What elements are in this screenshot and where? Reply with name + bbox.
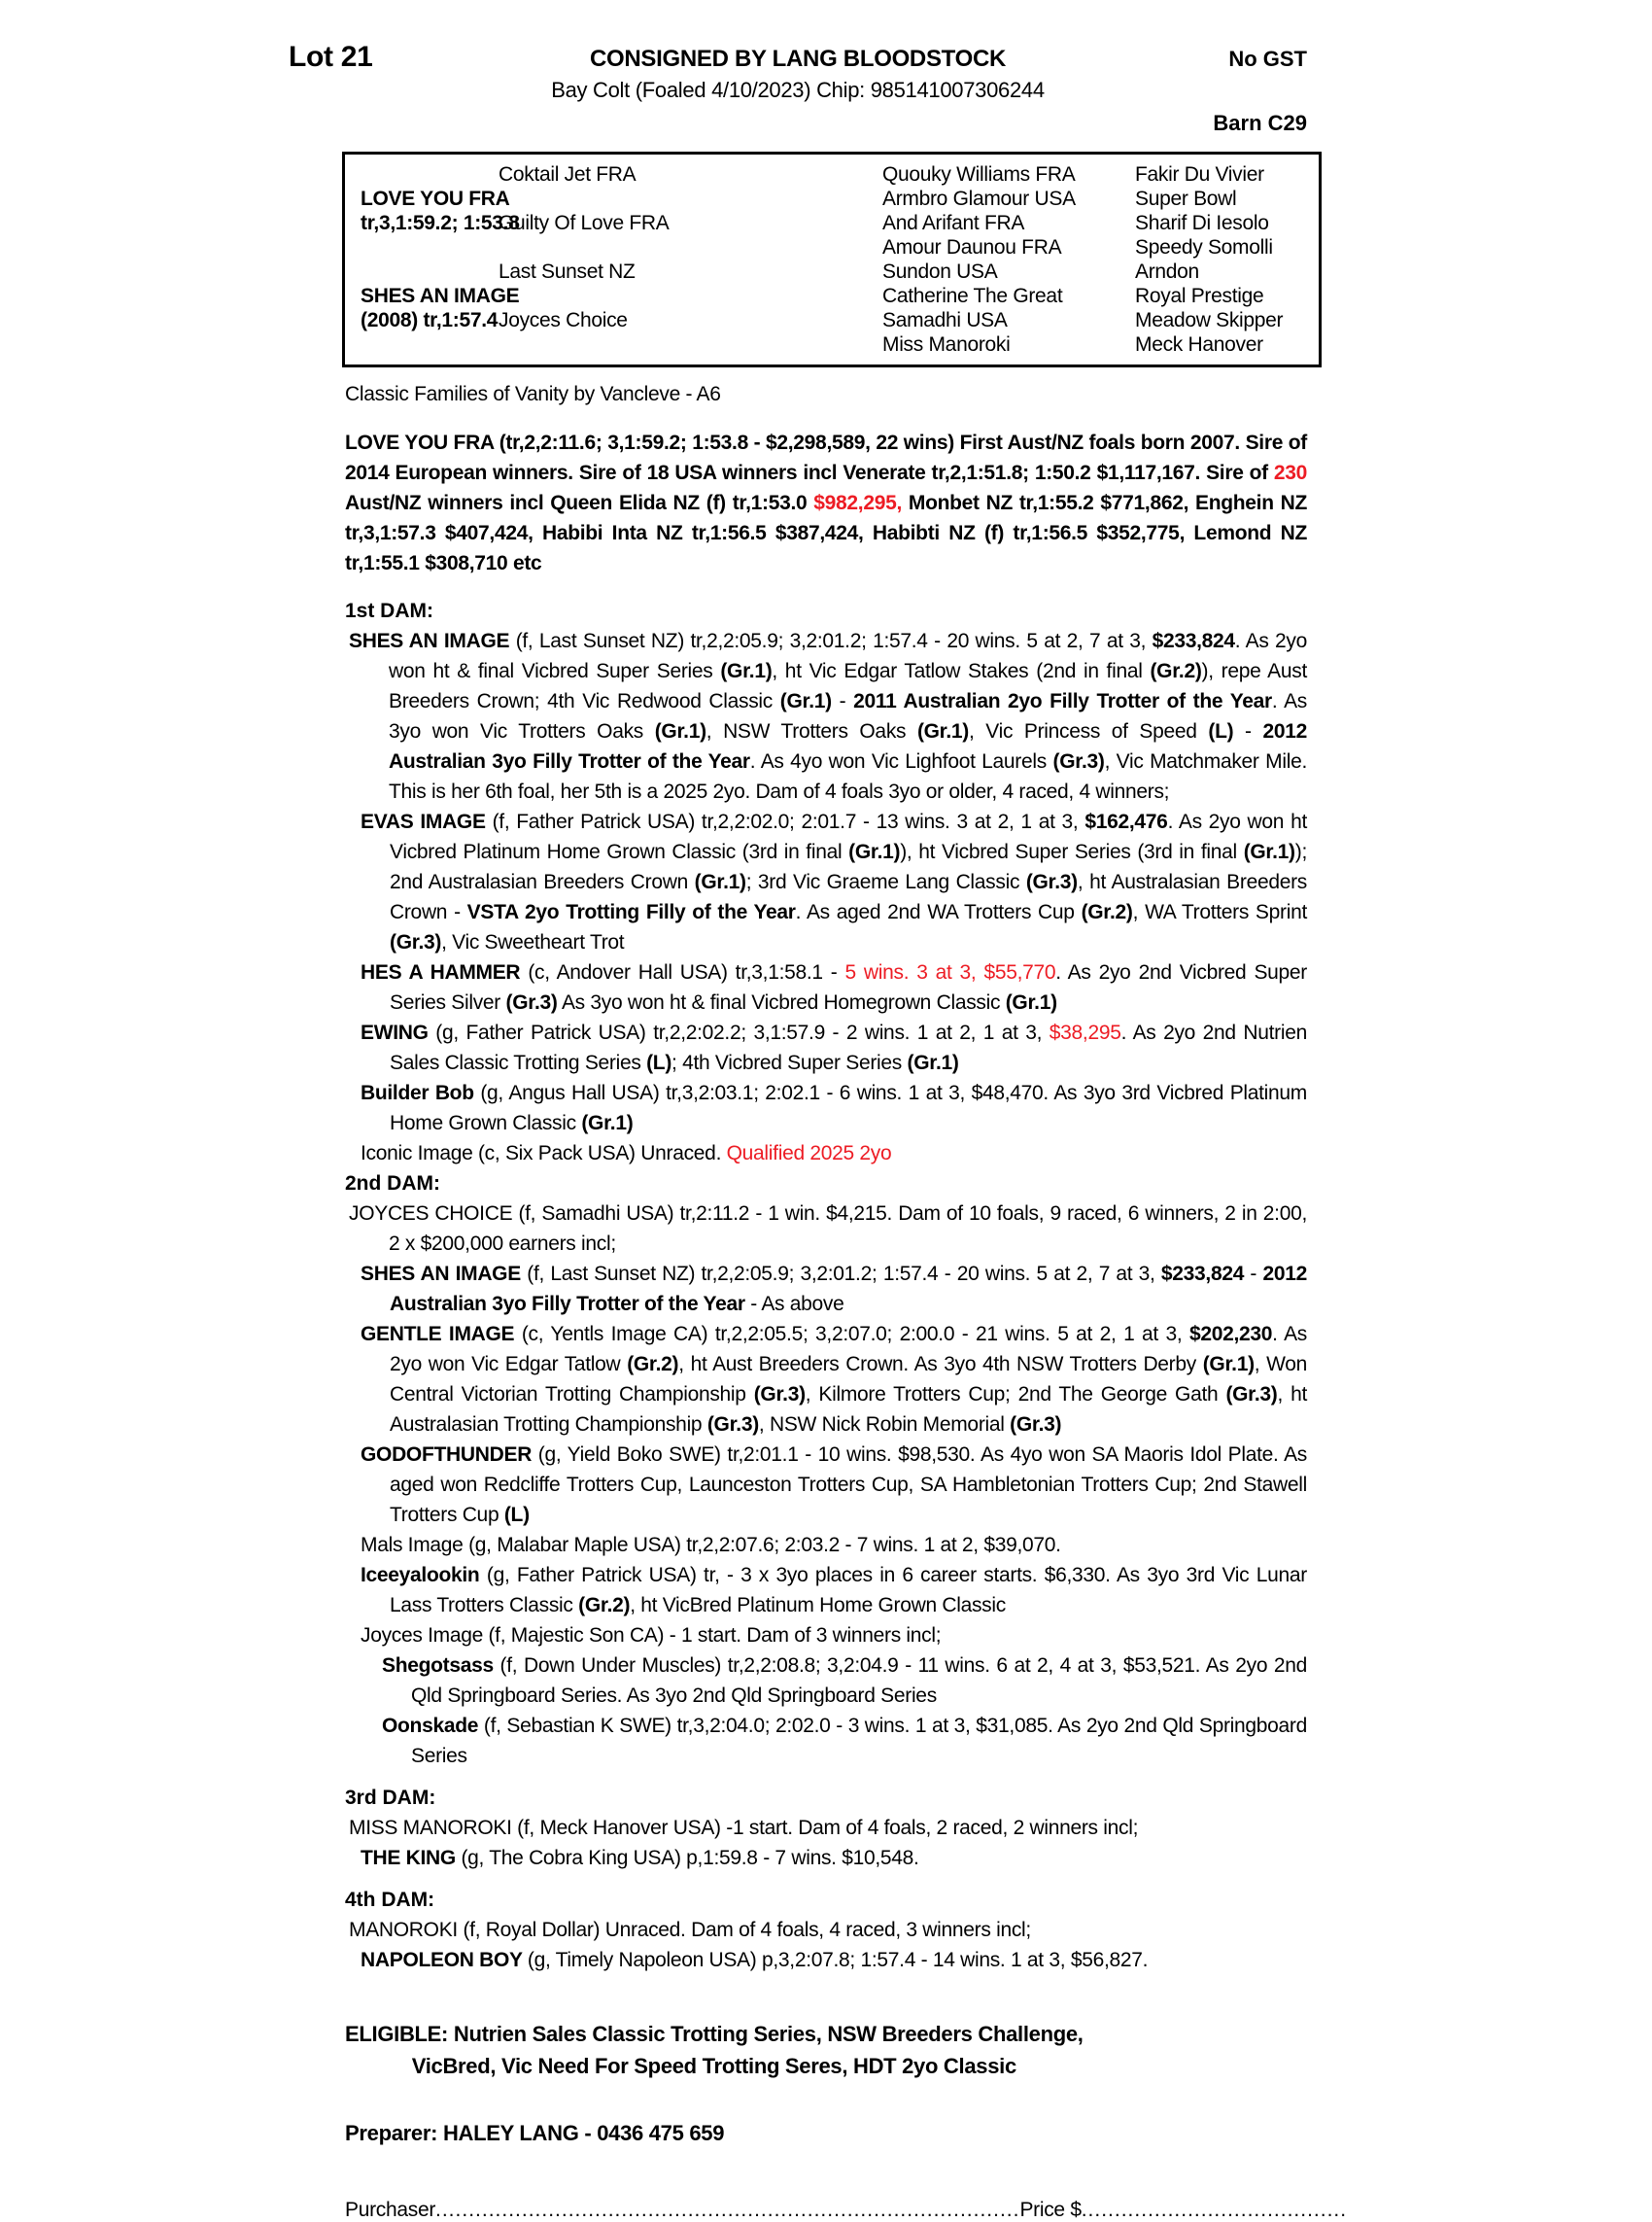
pedigree-sire-name: LOVE YOU FRA xyxy=(361,188,510,210)
text-segment: (Gr.3) xyxy=(505,991,558,1014)
text-segment: (L) xyxy=(1208,720,1234,743)
pedigree-sire-record: tr,3,1:59.2; 1:53.8 xyxy=(361,212,520,234)
text-segment: (Gr.1) xyxy=(694,871,746,893)
text-segment: THE KING xyxy=(361,1847,462,1869)
text-segment: MISS MANOROKI (f, Meck Hanover USA) -1 start. Dam of 4 foals, 2 raced, 2 winners incl; xyxy=(349,1817,1139,1839)
pedigree-gen3-cell: Catherine The Great xyxy=(882,285,1063,307)
text-segment: , Won Central Victorian Trotting Championship xyxy=(390,1353,1307,1406)
ewing-entry xyxy=(361,1018,1307,1078)
text-segment: Aust/NZ winners incl Queen Elida NZ (f) tr,1:53.0 xyxy=(345,492,814,514)
gentle-image-entry xyxy=(361,1319,1308,1440)
text-segment: (c, Yentls Image CA) tr,2,2:05.5; 3,2:07.0; 2:00.0 - 21 wins. 5 at 2, 1 at 3, xyxy=(521,1323,1189,1345)
text-segment: (f, Father Patrick USA) tr,2,2:02.0; 2:01.7 - 13 wins. 3 at 2, 1 at 3, xyxy=(492,811,1085,833)
pedigree-gen2-cell: Joyces Choice xyxy=(499,309,628,331)
pedigree-gen3-cell: And Arifant FRA xyxy=(882,212,1025,234)
dam4-heading: 4th DAM: xyxy=(345,1889,435,1911)
text-segment: HES A HAMMER xyxy=(361,961,529,984)
pedigree-gen3-cell: Armbro Glamour USA xyxy=(882,188,1076,210)
purchase-line xyxy=(345,2199,1348,2222)
text-segment: Iceeyalookin xyxy=(361,1564,487,1586)
text-segment: (Gr.2) xyxy=(627,1353,679,1375)
price-label: Price $ xyxy=(1019,2199,1082,2221)
pedigree-gen3-cell: Sundon USA xyxy=(882,260,998,283)
preparer-line: Preparer: HALEY LANG - 0436 475 659 xyxy=(345,2121,725,2145)
text-segment: $162,476 xyxy=(1084,811,1168,833)
text-segment: . As 2yo won ht Vicbred Platinum Home Grown Classic (3rd in final xyxy=(390,811,1307,863)
text-segment: JOYCES CHOICE (f, Samadhi USA) tr,2:11.2 - 1 win. $4,215. Dam of 10 foals, 9 raced, 6 winners, 2 in 2:00, 2 x $200,000 earners incl; xyxy=(349,1202,1307,1255)
text-segment: MANOROKI (f, Royal Dollar) Unraced. Dam of 4 foals, 4 raced, 3 winners incl; xyxy=(349,1919,1031,1941)
text-segment: SHES AN IMAGE xyxy=(361,1263,528,1285)
text-segment: , ht VicBred Platinum Home Grown Classic xyxy=(630,1594,1006,1616)
pedigree-gen4-cell: Fakir Du Vivier xyxy=(1135,163,1264,186)
gst-status: No GST xyxy=(1228,47,1307,71)
text-segment: (L) xyxy=(503,1504,530,1526)
dam2-heading: 2nd DAM: xyxy=(345,1172,440,1195)
pedigree-dam-record: (2008) tr,1:57.4 xyxy=(361,309,499,331)
joyces-image-entry xyxy=(361,1620,1307,1650)
pedigree-dam-name: SHES AN IMAGE xyxy=(361,285,520,307)
text-segment: (c, Andover Hall USA) tr,3,1:58.1 - xyxy=(528,961,845,984)
text-segment: . As 4yo won Vic Lighfoot Laurels xyxy=(749,750,1053,773)
text-segment: , Vic Princess of Speed xyxy=(969,720,1209,743)
text-segment: GENTLE IMAGE xyxy=(361,1323,522,1345)
text-segment: (Gr.3) xyxy=(1225,1383,1278,1406)
text-segment: - xyxy=(1244,1263,1263,1285)
dam1-heading: 1st DAM: xyxy=(345,600,434,622)
text-segment: - xyxy=(1233,720,1263,743)
joyces-choice-entry xyxy=(349,1198,1307,1259)
text-segment: - As above xyxy=(744,1293,844,1315)
iconic-image-entry xyxy=(361,1138,1307,1168)
text-segment: (Gr.1) xyxy=(654,720,706,743)
text-segment: (g, Father Patrick USA) tr,2,2:02.2; 3,1:57.9 - 2 wins. 1 at 2, 1 at 3, xyxy=(435,1022,1050,1044)
text-segment: (Gr.3) xyxy=(1052,750,1105,773)
text-segment: (Gr.2) xyxy=(1081,901,1133,923)
consignor-line: CONSIGNED BY LANG BLOODSTOCK xyxy=(589,46,1007,72)
text-segment: Builder Bob xyxy=(361,1082,481,1104)
text-segment: . As 2yo won Vic Edgar Tatlow xyxy=(390,1323,1307,1375)
pedigree-gen2-cell: Last Sunset NZ xyxy=(499,260,636,283)
text-segment: (Gr.1) xyxy=(907,1052,959,1074)
text-segment: Monbet NZ tr,1:55.2 $771,862, Enghein NZ tr,3,1:57.3 $407,424, Habibi Inta NZ tr,1:56.5 $387,424, Habibti NZ (f) tr,1:56.5 $352,775, Lemond NZ tr,1:55.1 $308,710 etc xyxy=(345,492,1308,574)
pedigree-gen3-cell: Amour Daunou FRA xyxy=(882,236,1062,259)
pedigree-table xyxy=(342,152,1322,367)
eligibility-line-1: ELIGIBLE: Nutrien Sales Classic Trotting Series, NSW Breeders Challenge, xyxy=(345,2022,1084,2046)
text-segment: . As 2yo 2nd Nutrien Sales Classic Trotting Series xyxy=(390,1022,1307,1074)
text-segment: (Gr.1) xyxy=(581,1112,634,1134)
text-segment: 230 xyxy=(1273,462,1307,484)
pedigree-gen4-cell: Royal Prestige xyxy=(1135,285,1264,307)
text-segment: 2012 Australian 3yo Filly Trotter of the Year xyxy=(390,1263,1307,1315)
text-segment: 2012 Australian 3yo Filly Trotter of the Year xyxy=(389,720,1307,773)
napoleon-boy-entry xyxy=(361,1945,1307,1975)
text-segment: LOVE YOU FRA (tr,2,2:11.6; 3,1:59.2; 1:53.8 - $2,298,589, 22 wins) First Aust/NZ foals born 2007. Sire of 2014 European winners. Sire of 18 USA winners incl Venerate tr,2,1:51.8; 1:50.2 $1,117,167. Sire of xyxy=(345,432,1307,484)
shes-an-image-entry xyxy=(349,626,1307,807)
text-segment: Iconic Image (c, Six Pack USA) Unraced. xyxy=(361,1142,727,1164)
text-segment: . As 2yo won ht & final Vicbred Super Series xyxy=(389,630,1307,682)
text-segment: (g, Timely Napoleon USA) p,3,2:07.8; 1:57.4 - 14 wins. 1 at 3, $56,827. xyxy=(527,1949,1149,1971)
pedigree-gen3-cell: Samadhi USA xyxy=(882,309,1008,331)
text-segment: , ht Australasian Breeders Crown - xyxy=(390,871,1307,923)
dam-sections xyxy=(345,428,1307,1975)
pedigree-gen4-cell: Speedy Somolli xyxy=(1135,236,1273,259)
text-segment: 2011 Australian 2yo Filly Trotter of the Year xyxy=(853,690,1272,712)
text-segment: (f, Sebastian K SWE) tr,3,2:04.0; 2:02.0 - 3 wins. 1 at 3, $31,085. As 2yo 2nd Qld Springboard Series xyxy=(411,1715,1307,1767)
oonskade-entry xyxy=(382,1711,1307,1771)
manoroki-entry xyxy=(349,1915,1307,1945)
text-segment: $38,295 xyxy=(1049,1022,1121,1044)
text-segment: Qualified 2025 2yo xyxy=(726,1142,892,1164)
pedigree-gen2-cell: Coktail Jet FRA xyxy=(499,163,637,186)
text-segment: Joyces Image (f, Majestic Son CA) - 1 start. Dam of 3 winners incl; xyxy=(361,1624,942,1647)
pedigree-gen4-cell: Super Bowl xyxy=(1135,188,1237,210)
pedigree-gen3-cell: Quouky Williams FRA xyxy=(882,163,1076,186)
the-king-entry xyxy=(361,1843,1307,1873)
builder-bob-entry xyxy=(361,1078,1308,1138)
header-row-1 xyxy=(289,41,1307,74)
pedigree-gen4-cell: Sharif Di Iesolo xyxy=(1135,212,1269,234)
purchaser-label: Purchaser xyxy=(345,2199,436,2221)
pedigree-gen4-cell: Arndon xyxy=(1135,260,1199,283)
text-segment: . As 3yo won Vic Trotters Oaks xyxy=(389,690,1307,743)
text-segment: (Gr.3) xyxy=(390,931,442,954)
text-segment: (Gr.2) xyxy=(1150,660,1202,682)
text-segment: (Gr.1) xyxy=(720,660,773,682)
text-segment: , ht Australasian Trotting Championship xyxy=(390,1383,1308,1436)
pedigree-gen4-cell: Meadow Skipper xyxy=(1135,309,1284,331)
page-header xyxy=(289,41,1307,136)
horse-description: Bay Colt (Foaled 4/10/2023) Chip: 985141007306244 xyxy=(551,78,1045,102)
text-segment: (Gr.2) xyxy=(578,1594,631,1616)
text-segment: , Vic Matchmaker Mile. This is her 6th foal, her 5th is a 2025 2yo. Dam of 4 foals 3yo or older, 4 raced, 4 winners; xyxy=(389,750,1307,803)
text-segment: ), repe Aust Breeders Crown; 4th Vic Redwood Classic xyxy=(389,660,1307,712)
text-segment: VSTA 2yo Trotting Filly of the Year xyxy=(466,901,796,923)
family-reference-line: Classic Families of Vanity by Vancleve - A6 xyxy=(345,383,721,405)
dam3-heading: 3rd DAM: xyxy=(345,1787,436,1809)
miss-manoroki-entry xyxy=(349,1813,1307,1843)
lot-number: Lot 21 xyxy=(289,41,373,73)
text-segment: 5 wins. 3 at 3, $55,770 xyxy=(844,961,1056,984)
text-segment: . As aged 2nd WA Trotters Cup xyxy=(795,901,1082,923)
pedigree-gen2-cell: Guilty Of Love FRA xyxy=(499,212,670,234)
text-segment: Mals Image (g, Malabar Maple USA) tr,2,2:07.6; 2:03.2 - 7 wins. 1 at 2, $39,070. xyxy=(361,1534,1061,1556)
price-dotted-line: ........................................ xyxy=(1081,2199,1348,2221)
text-segment: (Gr.3) xyxy=(706,1413,759,1436)
text-segment: , Kilmore Trotters Cup; 2nd The George Gath xyxy=(805,1383,1226,1406)
text-segment: (f, Last Sunset NZ) tr,2,2:05.9; 3,2:01.2; 1:57.4 - 20 wins. 5 at 2, 7 at 3, xyxy=(515,630,1153,652)
text-segment: $233,824 xyxy=(1160,1263,1245,1285)
eligibility-block xyxy=(345,2018,1084,2082)
text-segment: , WA Trotters Sprint xyxy=(1132,901,1307,923)
barn-number: Barn C29 xyxy=(1213,111,1307,135)
text-segment: , Vic Sweetheart Trot xyxy=(441,931,625,954)
text-segment: (f, Last Sunset NZ) tr,2,2:05.9; 3,2:01.2; 1:57.4 - 20 wins. 5 at 2, 7 at 3, xyxy=(527,1263,1161,1285)
text-segment: As 3yo won ht & final Vicbred Homegrown Classic xyxy=(557,991,1006,1014)
text-segment: (Gr.3) xyxy=(753,1383,806,1406)
text-segment: EVAS IMAGE xyxy=(361,811,493,833)
text-segment: $233,824 xyxy=(1152,630,1235,652)
text-segment: EWING xyxy=(361,1022,436,1044)
text-segment: (g, Father Patrick USA) tr, - 3 x 3yo places in 6 career starts. $6,330. As 3yo 3rd Vic Lunar Lass Trotters Classic xyxy=(390,1564,1307,1616)
text-segment: (g, Yield Boko SWE) tr,2:01.1 - 10 wins. $98,530. As 4yo won SA Maoris Idol Plate. As aged won Redcliffe Trotters Cup, Launceston Trotters Cup, SA Hambletonian Trotters Cup; 2nd Stawell Trotters Cup xyxy=(390,1443,1308,1526)
iceeyalookin-entry xyxy=(361,1560,1307,1620)
text-segment: . As 2yo 2nd Vicbred Super Series Silver xyxy=(390,961,1307,1014)
text-segment: (Gr.1) xyxy=(1202,1353,1255,1375)
text-segment: , ht Vic Edgar Tatlow Stakes (2nd in final xyxy=(772,660,1151,682)
hes-a-hammer-entry xyxy=(361,957,1307,1018)
text-segment: - xyxy=(831,690,854,712)
text-segment: , ht Aust Breeders Crown. As 3yo 4th NSW Trotters Derby xyxy=(678,1353,1203,1375)
text-segment: (Gr.1) xyxy=(779,690,832,712)
text-segment: ); 2nd Australasian Breeders Crown xyxy=(390,841,1307,893)
text-segment: $982,295, xyxy=(813,492,903,514)
text-segment: ), ht Vicbred Super Series (3rd in final xyxy=(900,841,1244,863)
text-segment: (Gr.3) xyxy=(1025,871,1078,893)
shegotsass-entry xyxy=(382,1650,1307,1711)
text-segment: (Gr.1) xyxy=(848,841,901,863)
text-segment: NAPOLEON BOY xyxy=(361,1949,528,1971)
text-segment: , NSW Nick Robin Memorial xyxy=(758,1413,1011,1436)
text-segment: (Gr.1) xyxy=(1005,991,1057,1014)
pedigree-body xyxy=(345,383,1348,2222)
mals-image-entry xyxy=(361,1530,1307,1560)
eligibility-line-2: VicBred, Vic Need For Speed Trotting Seres, HDT 2yo Classic xyxy=(411,2054,1016,2078)
purchaser-dotted-line: ........................................................................................ xyxy=(435,2199,1020,2221)
evas-image-entry xyxy=(361,807,1307,957)
text-segment: (Gr.3) xyxy=(1010,1413,1062,1436)
text-segment: , NSW Trotters Oaks xyxy=(706,720,917,743)
text-segment: (L) xyxy=(646,1052,672,1074)
text-segment: (Gr.1) xyxy=(916,720,970,743)
text-segment: (g, Angus Hall USA) tr,3,2:03.1; 2:02.1 - 6 wins. 1 at 3, $48,470. As 3yo 3rd Vicbred Platinum Home Grown Classic xyxy=(390,1082,1308,1134)
text-segment: (Gr.1) xyxy=(1243,841,1295,863)
text-segment: $202,230 xyxy=(1188,1323,1273,1345)
text-segment: ; 3rd Vic Graeme Lang Classic xyxy=(745,871,1026,893)
sire-paragraph xyxy=(345,428,1307,578)
text-segment: ; 4th Vicbred Super Series xyxy=(671,1052,908,1074)
pedigree-gen3-cell: Miss Manoroki xyxy=(882,333,1011,356)
text-segment: (f, Down Under Muscles) tr,2,2:08.8; 3,2:04.9 - 11 wins. 6 at 2, 4 at 3, $53,521. As 2yo 2nd Qld Springboard Series. As 3yo 2nd Qld Springboard Series xyxy=(411,1654,1307,1707)
godofthunder-entry xyxy=(361,1440,1308,1530)
text-segment: GODOFTHUNDER xyxy=(361,1443,538,1466)
text-segment: SHES AN IMAGE xyxy=(349,630,516,652)
pedigree-gen4-cell: Meck Hanover xyxy=(1135,333,1263,356)
text-segment: Shegotsass xyxy=(382,1654,500,1677)
shes-an-image-2-entry xyxy=(361,1259,1307,1319)
text-segment: (g, The Cobra King USA) p,1:59.8 - 7 wins. $10,548. xyxy=(461,1847,919,1869)
text-segment: Oonskade xyxy=(382,1715,484,1737)
